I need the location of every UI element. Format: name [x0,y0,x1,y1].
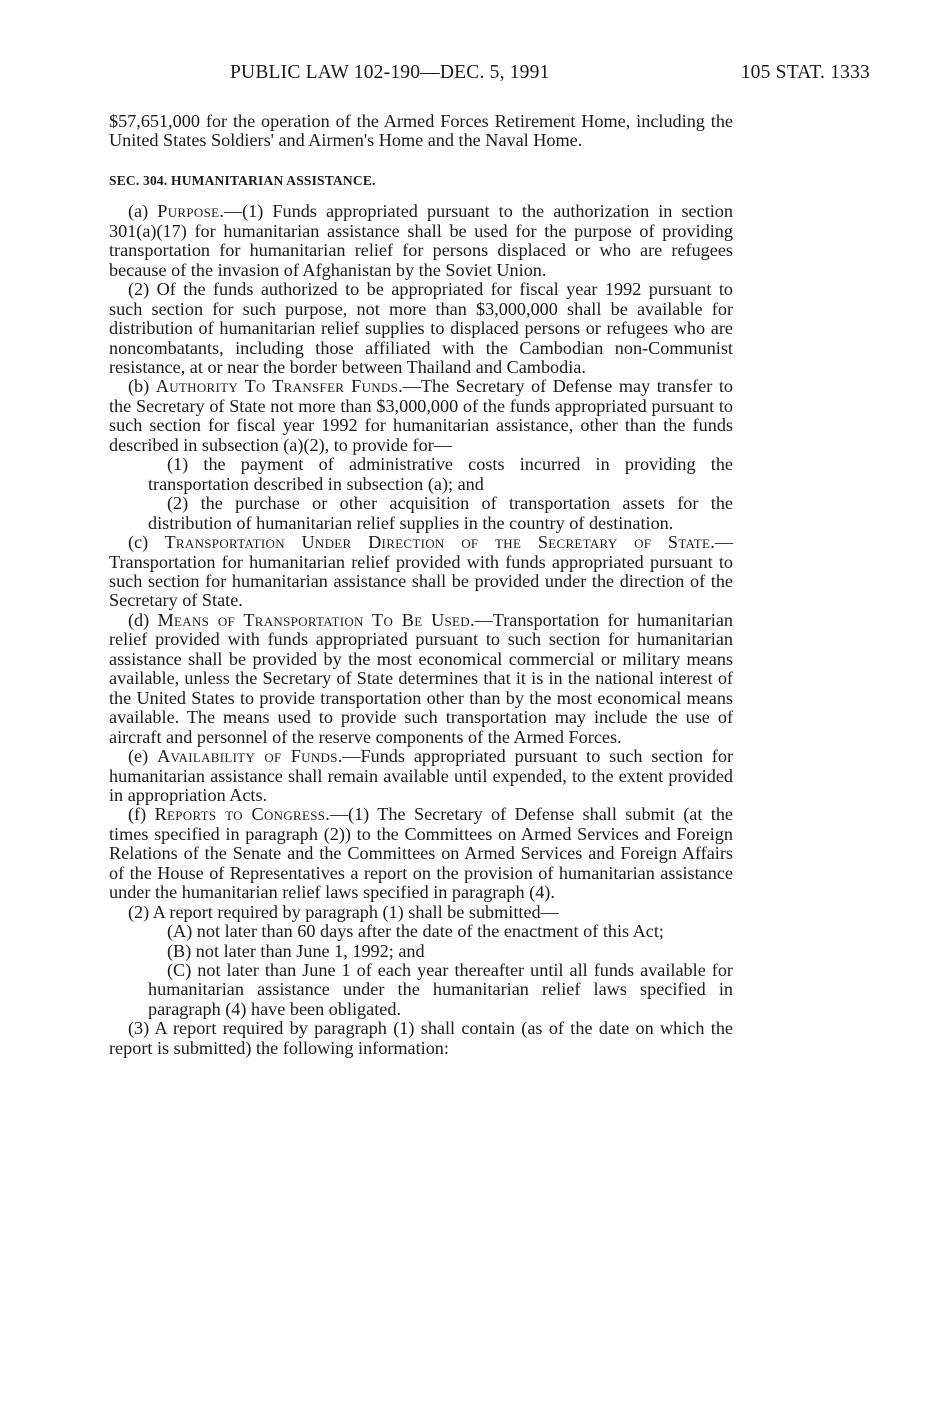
subsection-f-text-1: .—(1) The Secretary of Defense shall submit (at the times specified in paragraph (2)) to the Committees on Armed Services and Foreign Relations of the Senate and the Committees on Armed Services and Foreign Affairs of the House of Representatives a report on the provision of humanitarian assistance under the humanitarian relief laws specified in paragraph (4). [109,804,733,903]
statute-citation: 105 STAT. 1333 [740,62,870,83]
subsection-d-caption: Means of Transportation To Be Used [157,609,470,630]
list-item: (2) the purchase or other acquisition of transportation assets for the distribution of humanitarian relief supplies in the country of destination. [148,493,733,533]
list-item: (B) not later than June 1, 1992; and [167,940,425,961]
subsection-b-caption: Authority To Transfer Funds [155,376,399,397]
subsection-b-list [109,455,733,533]
subsection-e-paragraph [109,747,733,805]
list-item: (C) not later than June 1 of each year thereafter until all funds available for humanitarian assistance under the humanitarian relief laws specified in paragraph (4) have been obligated. [148,960,733,1019]
subsection-e-designator: (e) [128,746,149,767]
document-body [109,112,733,1058]
section-heading: SEC. 304. HUMANITARIAN ASSISTANCE. [109,172,376,188]
subsection-c-designator: (c) [128,532,149,553]
subsection-a-text-1: .—(1) Funds appropriated pursuant to the authorization in section 301(a)(17) for humanitarian assistance shall be used for the purpose of providing transportation for humanitarian relief for persons displaced or who are refugees because of the invasion of Afghanistan by the Soviet Union. [109,201,733,280]
subsection-f-paragraph-2: (2) A report required by paragraph (1) shall be submitted— [128,901,559,922]
subsection-c-paragraph [109,533,733,611]
subsection-f-designator: (f) [128,804,147,825]
page-header [100,62,870,88]
intro-paragraph: $57,651,000 for the operation of the Armed Forces Retirement Home, including the United States Soldiers' and Airmen's Home and the Naval Home. [109,111,733,151]
subsection-a-paragraph-1 [109,202,733,280]
subsection-f-paragraph-1 [109,805,733,902]
list-item: (A) not later than 60 days after the date of the enactment of this Act; [167,921,664,942]
subsection-d-text: .—Transportation for humanitarian relief provided with funds appropriated pursuant to such section for humanitarian assistance shall be provided by the most economical commercial or military means available, unless the Secretary of State determines that it is in the national interest of the United States to provide transportation other than by the most economical means available. The means used to provide such transportation may include the use of aircraft and personnel of the reserve components of the Armed Forces. [109,609,733,747]
subsection-f-caption: Reports to Congress [154,804,326,825]
subsection-a-caption: Purpose [157,201,220,222]
subsection-c-text: .—Transportation for humanitarian relief provided with funds appropriated pursuant to such section for humanitarian assistance shall be provided under the direction of the Secretary of State. [109,532,734,611]
subsection-e-text: .—Funds appropriated pursuant to such section for humanitarian assistance shall remain available until expended, to the extent provided in appropriation Acts. [109,746,734,805]
subsection-a-designator: (a) [128,201,149,222]
subsection-d-paragraph [109,611,733,747]
list-item: (1) the payment of administrative costs incurred in providing the transportation described in subsection (a); and [148,454,733,494]
subsection-b-paragraph [109,377,733,455]
subsection-b-text: .—The Secretary of Defense may transfer to the Secretary of State not more than $3,000,000 of the funds appropriated pursuant to such section for fiscal year 1992 for humanitarian assistance, other than the funds described in subsection (a)(2), to provide for— [109,376,734,455]
subsection-f-list [109,922,733,1019]
subsection-d-designator: (d) [128,609,150,630]
subsection-c-caption: Transportation Under Direction of the Secretary of State [164,532,711,553]
subsection-b-designator: (b) [128,376,150,397]
running-head: PUBLIC LAW 102-190—DEC. 5, 1991 [230,62,550,83]
subsection-e-caption: Availability of Funds [157,746,338,767]
subsection-f-paragraph-3: (3) A report required by paragraph (1) shall contain (as of the date on which the report is submitted) the following information: [109,1018,733,1058]
subsection-a-paragraph-2: (2) Of the funds authorized to be appropriated for fiscal year 1992 pursuant to such section for such purpose, not more than $3,000,000 shall be available for distribution of humanitarian relief supplies to displaced persons or refugees who are noncombatants, including those affiliated with the Cambodian non-Communist resistance, at or near the border between Thailand and Cambodia. [109,279,733,377]
